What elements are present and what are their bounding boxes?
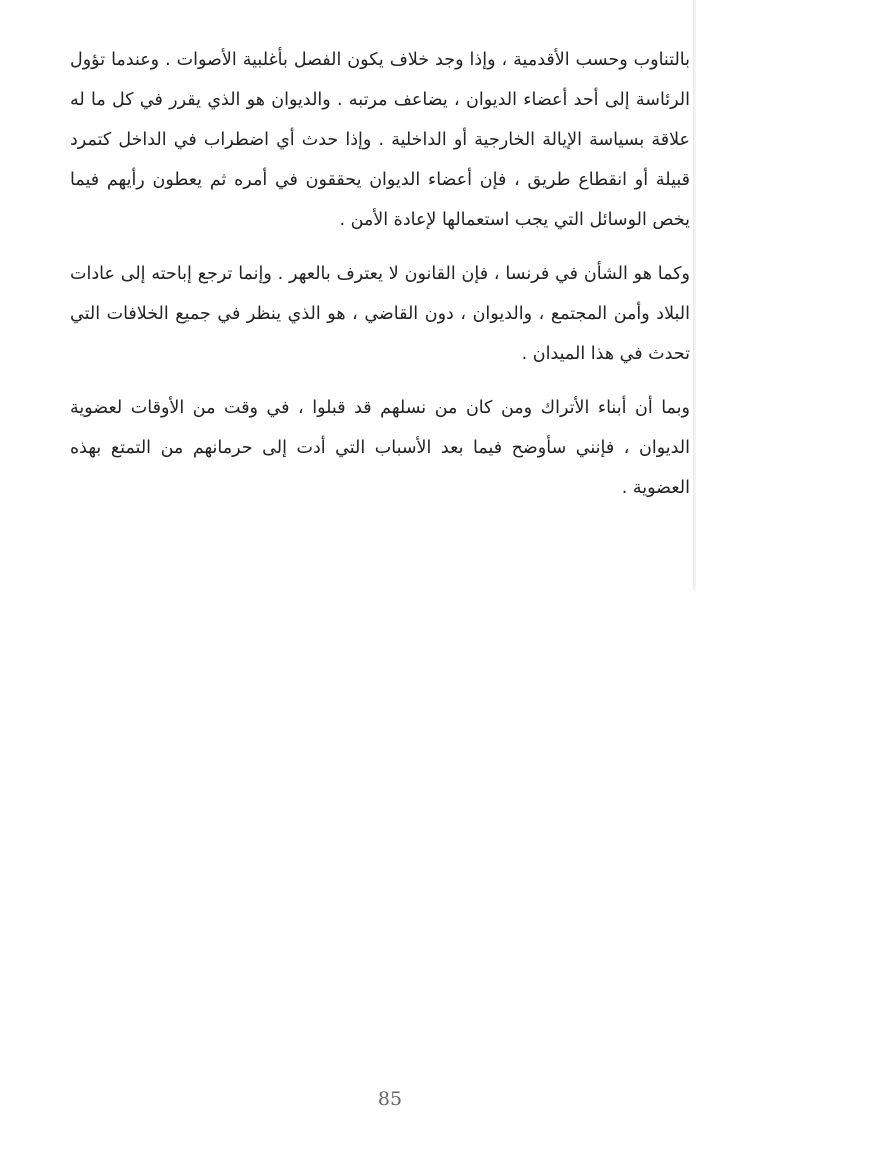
- paragraph-1: بالتناوب وحسب الأقدمية ، وإذا وجد خلاف يكون الفصل بأغلبية الأصوات . وعندما تؤول الرئاسة إلى أحد أعضاء الديوان ، يضاعف مرتبه . والديوان هو الذي يقرر في كل ما له علاقة بسياسة الإيالة الخارجية أو الداخلية . وإذا حدث أي اضطراب في الداخل كتمرد قبيلة أو انقطاع طريق ، فإن أعضاء الديوان يحققون في أمره ثم يعطون رأيهم فيما يخص الوسائل التي يجب استعمالها لإعادة الأمن .: [70, 50, 690, 230]
- paragraph-2: وكما هو الشأن في فرنسا ، فإن القانون لا يعترف بالعهر . وإنما ترجع إباحته إلى عادات البلاد وأمن المجتمع ، والديوان ، دون القاضي ، هو الذي ينظر في جميع الخلافات التي تحدث في هذا الميدان .: [70, 264, 690, 364]
- page-number: 85: [377, 1088, 403, 1110]
- paragraph-3: وبما أن أبناء الأتراك ومن كان من نسلهم قد قبلوا ، في وقت من الأوقات لعضوية الديوان ، فإنني سأوضح فيما بعد الأسباب التي أدت إلى حرمانهم من التمتع بهذه العضوية .: [70, 398, 690, 498]
- body-text: [70, 40, 690, 508]
- page-edge-shadow: [693, 0, 696, 590]
